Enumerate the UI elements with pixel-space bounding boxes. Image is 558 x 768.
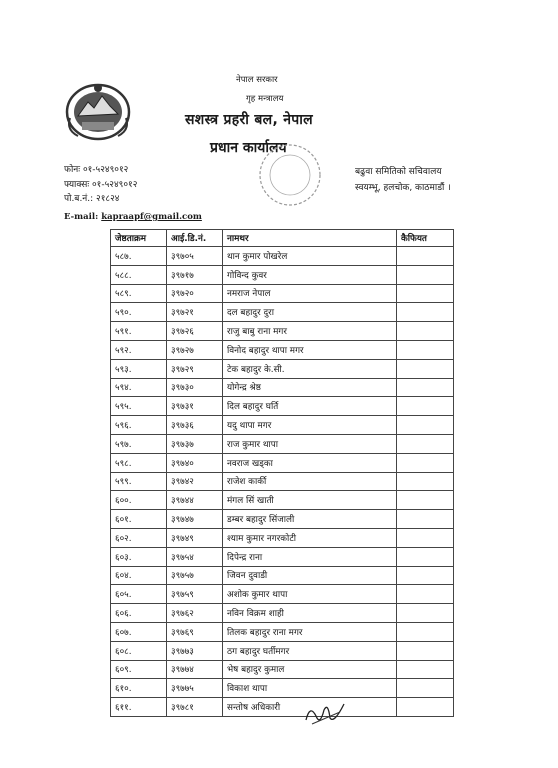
cell-remarks (397, 284, 454, 303)
cell-id-number: ३९७६९ (167, 622, 223, 641)
cell-seniority: ६००. (111, 491, 167, 510)
cell-id-number: ३९७०५ (167, 247, 223, 266)
cell-seniority: ५९७. (111, 434, 167, 453)
cell-seniority: ६११. (111, 698, 167, 717)
cell-seniority: ६०२. (111, 528, 167, 547)
table-row (111, 284, 454, 303)
cell-seniority: ५८७. (111, 247, 167, 266)
cell-name: राज कुमार थापा (223, 434, 397, 453)
cell-id-number: ३९७६२ (167, 604, 223, 623)
cell-seniority: ५९४. (111, 378, 167, 397)
signature-icon (300, 698, 350, 730)
cell-seniority: ५९८. (111, 453, 167, 472)
table-row (111, 698, 454, 717)
email-line (64, 212, 202, 222)
table-header-row (111, 230, 454, 247)
cell-id-number: ३९७४७ (167, 510, 223, 529)
cell-name: जिवन दुवाडी (223, 566, 397, 585)
cell-id-number: ३९७१७ (167, 265, 223, 284)
office-name: प्रधान कार्यालय (210, 140, 287, 156)
cell-seniority: ६०६. (111, 604, 167, 623)
secretariat-info (355, 164, 451, 196)
cell-remarks (397, 604, 454, 623)
table-row (111, 585, 454, 604)
table-row (111, 472, 454, 491)
cell-name: विकाश थापा (223, 679, 397, 698)
cell-id-number: ३९७७५ (167, 679, 223, 698)
cell-remarks (397, 397, 454, 416)
cell-remarks (397, 566, 454, 585)
header-remarks: कैफियत (397, 230, 454, 247)
cell-seniority: ५८८. (111, 265, 167, 284)
cell-remarks (397, 660, 454, 679)
table-body (111, 247, 454, 717)
table-row (111, 491, 454, 510)
phone-number: फोनः ०१-५२४९०१२ (64, 165, 129, 175)
cell-id-number: ३९७३६ (167, 416, 223, 435)
cell-remarks (397, 359, 454, 378)
government-name: नेपाल सरकार (236, 75, 278, 85)
cell-remarks (397, 453, 454, 472)
cell-id-number: ३९७२६ (167, 322, 223, 341)
cell-seniority: ६०९. (111, 660, 167, 679)
header-id-number: आई.डि.नं. (167, 230, 223, 247)
contact-info (64, 163, 137, 207)
cell-remarks (397, 322, 454, 341)
cell-name: डम्बर बहादुर सिंजाली (223, 510, 397, 529)
cell-seniority: ६०३. (111, 547, 167, 566)
ministry-name: गृह मन्त्रालय (246, 94, 284, 104)
cell-seniority: ५९३. (111, 359, 167, 378)
cell-remarks (397, 547, 454, 566)
cell-name: यदु थापा मगर (223, 416, 397, 435)
cell-remarks (397, 622, 454, 641)
cell-seniority: ५९५. (111, 397, 167, 416)
cell-name: नविन विक्रम शाही (223, 604, 397, 623)
cell-id-number: ३९७५७ (167, 566, 223, 585)
cell-name: मंगल सिं खाती (223, 491, 397, 510)
cell-name: दिल बहादुर घर्ति (223, 397, 397, 416)
header-name: नामथर (223, 230, 397, 247)
cell-id-number: ३९७२७ (167, 340, 223, 359)
table-row (111, 641, 454, 660)
cell-seniority: ५९०. (111, 303, 167, 322)
table-row (111, 340, 454, 359)
cell-remarks (397, 510, 454, 529)
nepal-emblem-icon (64, 78, 132, 142)
cell-name: राजु बाबु राना मगर (223, 322, 397, 341)
cell-seniority: ६०७. (111, 622, 167, 641)
po-box: पो.ब.नं.: २१८२४ (64, 194, 120, 204)
secretariat-name: बढुवा समितिको सचिवालय (355, 167, 442, 177)
table-row (111, 528, 454, 547)
cell-remarks (397, 698, 454, 717)
cell-name: दल बहादुर दुरा (223, 303, 397, 322)
cell-remarks (397, 641, 454, 660)
cell-id-number: ३९७५९ (167, 585, 223, 604)
cell-seniority: ५८९. (111, 284, 167, 303)
cell-id-number: ३९७७३ (167, 641, 223, 660)
cell-seniority: ५९६. (111, 416, 167, 435)
cell-name: ठग बहादुर घर्तीमगर (223, 641, 397, 660)
cell-seniority: ६०१. (111, 510, 167, 529)
cell-name: श्याम कुमार नगरकोटी (223, 528, 397, 547)
email-label: E-mail: (64, 212, 99, 222)
cell-seniority: ५९९. (111, 472, 167, 491)
cell-name: नवराज खड्का (223, 453, 397, 472)
table-row (111, 416, 454, 435)
cell-id-number: ३९७४९ (167, 528, 223, 547)
cell-remarks (397, 472, 454, 491)
table-row (111, 378, 454, 397)
table-row (111, 303, 454, 322)
cell-id-number: ३९७७४ (167, 660, 223, 679)
cell-name: गोविन्द कुवर (223, 265, 397, 284)
cell-name: नमराज नेपाल (223, 284, 397, 303)
cell-remarks (397, 434, 454, 453)
header-seniority: जेष्ठताक्रम (111, 230, 167, 247)
table-row (111, 397, 454, 416)
table-row (111, 510, 454, 529)
cell-remarks (397, 303, 454, 322)
organization-name: सशस्त्र प्रहरी बल, नेपाल (185, 112, 313, 128)
cell-id-number: ३९७४२ (167, 472, 223, 491)
table-row (111, 622, 454, 641)
cell-seniority: ६०४. (111, 566, 167, 585)
cell-name: तिलक बहादुर राना मगर (223, 622, 397, 641)
cell-id-number: ३९७३१ (167, 397, 223, 416)
cell-seniority: ६०८. (111, 641, 167, 660)
cell-seniority: ६०५. (111, 585, 167, 604)
cell-seniority: ५९१. (111, 322, 167, 341)
cell-remarks (397, 247, 454, 266)
table-row (111, 434, 454, 453)
cell-id-number: ३९७२० (167, 284, 223, 303)
cell-name: भेष बहादुर कुमाल (223, 660, 397, 679)
cell-remarks (397, 491, 454, 510)
cell-id-number: ३९७२९ (167, 359, 223, 378)
cell-id-number: ३९७२१ (167, 303, 223, 322)
cell-name: थान कुमार पोखरेल (223, 247, 397, 266)
cell-name: दिपेन्द्र राना (223, 547, 397, 566)
cell-id-number: ३९७३७ (167, 434, 223, 453)
cell-remarks (397, 265, 454, 284)
cell-seniority: ६१०. (111, 679, 167, 698)
table-row (111, 322, 454, 341)
table-row (111, 679, 454, 698)
table-row (111, 453, 454, 472)
cell-name: राजेश कार्की (223, 472, 397, 491)
cell-remarks (397, 340, 454, 359)
cell-remarks (397, 585, 454, 604)
table-row (111, 566, 454, 585)
cell-name: विनोद बहादुर थापा मगर (223, 340, 397, 359)
table-row (111, 265, 454, 284)
seniority-table (110, 229, 454, 717)
table-row (111, 604, 454, 623)
cell-name: अशोक कुमार थापा (223, 585, 397, 604)
cell-remarks (397, 378, 454, 397)
cell-remarks (397, 679, 454, 698)
email-link[interactable]: kapraapf@gmail.com (101, 212, 202, 222)
secretariat-address: स्वयम्भू, हलचोक, काठमाडौं । (355, 183, 451, 193)
cell-remarks (397, 528, 454, 547)
cell-name: योगेन्द्र श्रेष्ठ (223, 378, 397, 397)
cell-remarks (397, 416, 454, 435)
table-row (111, 547, 454, 566)
table-row (111, 660, 454, 679)
table-row (111, 359, 454, 378)
cell-id-number: ३९७५४ (167, 547, 223, 566)
office-stamp-icon (255, 140, 325, 210)
cell-name: सन्तोष अधिकारी (223, 698, 397, 717)
cell-id-number: ३९७८१ (167, 698, 223, 717)
table-row (111, 247, 454, 266)
cell-seniority: ५९२. (111, 340, 167, 359)
cell-name: टेक बहादुर के.सी. (223, 359, 397, 378)
cell-id-number: ३९७४४ (167, 491, 223, 510)
cell-id-number: ३९७३० (167, 378, 223, 397)
cell-id-number: ३९७४० (167, 453, 223, 472)
fax-number: फ्याक्सः ०१-५२४९०१२ (64, 179, 138, 190)
